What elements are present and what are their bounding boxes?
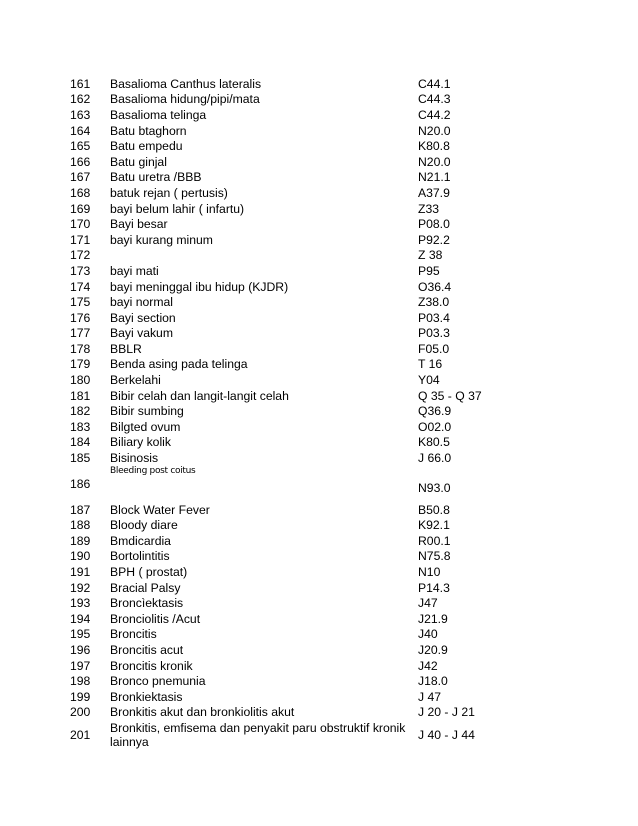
icd-code: J20.9 [418,642,448,657]
icd-code: B50.8 [418,502,450,517]
row-number: 175 [70,295,91,310]
row-number: 176 [70,310,91,325]
diagnosis-name: Broncitis acut [110,642,184,657]
icd-code: Z33 [418,201,440,216]
table-row [70,720,500,750]
row-number: 180 [70,373,91,388]
row-number: 191 [70,565,91,580]
icd-code: K80.8 [418,139,450,154]
icd-code: Y04 [418,373,440,388]
diagnosis-name: Bronco pnemunia [110,674,206,689]
diagnosis-name: Basalioma hidung/pipi/mata [110,92,260,107]
icd-code: C44.2 [418,107,451,122]
icd-code: N20.0 [418,123,451,138]
diagnosis-name: Bmdicardia [110,533,171,548]
diagnosis-name: bayi meninggal ibu hidup (KJDR) [110,279,289,294]
icd-code: A37.9 [418,185,450,200]
table-row [70,517,500,533]
diagnosis-name: Bayi vakum [110,326,173,341]
row-number: 162 [70,92,91,107]
row-number: 164 [70,123,91,138]
row-number: 186 [70,476,91,491]
row-number: 183 [70,419,91,434]
table-row [70,658,500,674]
icd-code: Z38.0 [418,295,450,310]
row-number: 179 [70,357,91,372]
table-row [70,201,500,217]
table-row [70,450,500,466]
icd-code: Q36.9 [418,404,452,419]
diagnosis-name: Batu empedu [110,139,183,154]
table-row [70,673,500,689]
table-row [70,549,500,565]
diagnosis-name: Bronkitis akut dan bronkiolitis akut [110,705,295,720]
table-row [70,138,500,154]
table-row [70,294,500,310]
row-number: 198 [70,674,91,689]
icd-code: P03.3 [418,326,450,341]
table-row [70,533,500,549]
diagnosis-name: Bronkiektasis [110,689,183,704]
diagnosis-name: Bibir celah dan langit-langit celah [110,388,289,403]
row-number: 185 [70,451,91,466]
icd-code: P95 [418,263,440,278]
diagnosis-name: BPH ( prostat) [110,565,188,580]
table-row [70,232,500,248]
row-number: 161 [70,76,91,91]
icd-code: P03.4 [418,310,450,325]
table-row [70,341,500,357]
diagnosis-name: bayi mati [110,263,159,278]
row-number: 194 [70,611,91,626]
diagnosis-name: Bronciolitis /Acut [110,611,201,626]
row-number: 199 [70,689,91,704]
row-number: 187 [70,502,91,517]
icd-code: N93.0 [418,480,451,495]
icd-code: K92.1 [418,518,450,533]
diagnosis-name: Bayi besar [110,217,168,232]
row-number: 197 [70,658,91,673]
diagnosis-name: batuk rejan ( pertusis) [110,185,228,200]
table-row [70,435,500,451]
diagnosis-name: Bortolintitis [110,549,170,564]
diagnosis-name: Basalioma telinga [110,107,207,122]
icd-code: N20.0 [418,154,451,169]
icd-code: J40 [418,627,438,642]
icd-code: C44.1 [418,76,451,91]
diagnosis-name: Bayi section [110,310,176,325]
icd-code: J 47 [418,689,442,704]
icd-code: J 20 - J 21 [418,705,475,720]
icd-code: J42 [418,658,438,673]
table-row [70,642,500,658]
table-row [70,705,500,721]
table-row [70,595,500,611]
row-number: 193 [70,596,91,611]
row-number: 195 [70,627,91,642]
icd-code: Q 35 - Q 37 [418,388,482,403]
row-number: 192 [70,580,91,595]
diagnosis-name: Bibir sumbing [110,404,184,419]
icd-code: Z 38 [418,248,443,263]
icd-code: O02.0 [418,419,452,434]
icd-code: O36.4 [418,279,452,294]
row-number: 163 [70,107,91,122]
table-row [70,216,500,232]
diagnosis-name: Batu uretra /BBB [110,170,202,185]
table-row [70,326,500,342]
diagnosis-name: Berkelahi [110,373,161,388]
table-row [70,466,500,502]
icd-code: J47 [418,596,438,611]
table-row [70,502,500,518]
icd-code: N10 [418,565,441,580]
icd-code: N75.8 [418,549,451,564]
icd-code-table [70,76,500,750]
row-number: 188 [70,518,91,533]
diagnosis-name: Bisinosis [110,451,159,466]
row-number: 190 [70,549,91,564]
diagnosis-name: Batu ginjal [110,154,167,169]
table-row [70,170,500,186]
table-row [70,419,500,435]
diagnosis-name: bayi belum lahir ( infartu) [110,201,245,216]
icd-code: C44.3 [418,92,451,107]
diagnosis-name: Benda asing pada telinga [110,357,248,372]
row-number: 174 [70,279,91,294]
table-row [70,185,500,201]
icd-code: F05.0 [418,341,450,356]
diagnosis-name: Broncitis [110,627,157,642]
table-row [70,76,500,92]
row-number: 168 [70,185,91,200]
diagnosis-name: Bloody diare [110,518,178,533]
row-number: 167 [70,170,91,185]
diagnosis-name: bayi kurang minum [110,232,213,247]
table-row [70,154,500,170]
table-row [70,263,500,279]
table-row [70,248,500,264]
icd-code: J 40 - J 44 [418,728,475,743]
icd-code: P14.3 [418,580,450,595]
diagnosis-name: BBLR [110,341,142,356]
diagnosis-name: Biliary kolik [110,435,171,450]
table-row [70,564,500,580]
row-number: 184 [70,435,91,450]
icd-code: J21.9 [418,611,448,626]
row-number: 166 [70,154,91,169]
row-number: 172 [70,248,91,263]
icd-code: J18.0 [418,674,448,689]
table-body [70,76,500,750]
row-number: 200 [70,705,91,720]
table-row [70,357,500,373]
table-row [70,689,500,705]
diagnosis-name: Bilgted ovum [110,419,181,434]
row-number: 189 [70,533,91,548]
row-number: 171 [70,232,91,247]
diagnosis-name: bayi normal [110,295,173,310]
diagnosis-name: Batu btaghorn [110,123,187,138]
table-row [70,123,500,139]
row-number: 178 [70,341,91,356]
diagnosis-name: Bleeding post coitus [110,465,196,476]
row-number: 165 [70,139,91,154]
icd-code: R00.1 [418,533,451,548]
row-number: 173 [70,263,91,278]
icd-code: N21.1 [418,170,451,185]
row-number: 201 [70,728,91,743]
row-number: 177 [70,326,91,341]
table-row [70,580,500,596]
icd-code: T 16 [418,357,443,372]
table-row [70,611,500,627]
table-row [70,279,500,295]
diagnosis-name: Basalioma Canthus lateralis [110,76,262,91]
row-number: 181 [70,388,91,403]
table-row [70,310,500,326]
icd-code: P08.0 [418,217,450,232]
icd-code: P92.2 [418,232,450,247]
table-row [70,372,500,388]
icd-code: J 66.0 [418,451,452,466]
table-row [70,107,500,123]
diagnosis-name: Bracial Palsy [110,580,181,595]
diagnosis-name: Broncìektasis [110,596,184,611]
row-number: 182 [70,404,91,419]
icd-code: K80.5 [418,435,450,450]
table-row [70,403,500,419]
row-number: 170 [70,217,91,232]
row-number: 169 [70,201,91,216]
diagnosis-name: Broncitis kronik [110,658,193,673]
table-row [70,627,500,643]
table-row [70,388,500,404]
table-row [70,92,500,108]
diagnosis-name: Block Water Fever [110,502,210,517]
diagnosis-name: Bronkitis, emfisema dan penyakit paru obstruktif kronik lainnya [110,721,406,750]
row-number: 196 [70,642,91,657]
diagnosis-name [110,248,418,264]
